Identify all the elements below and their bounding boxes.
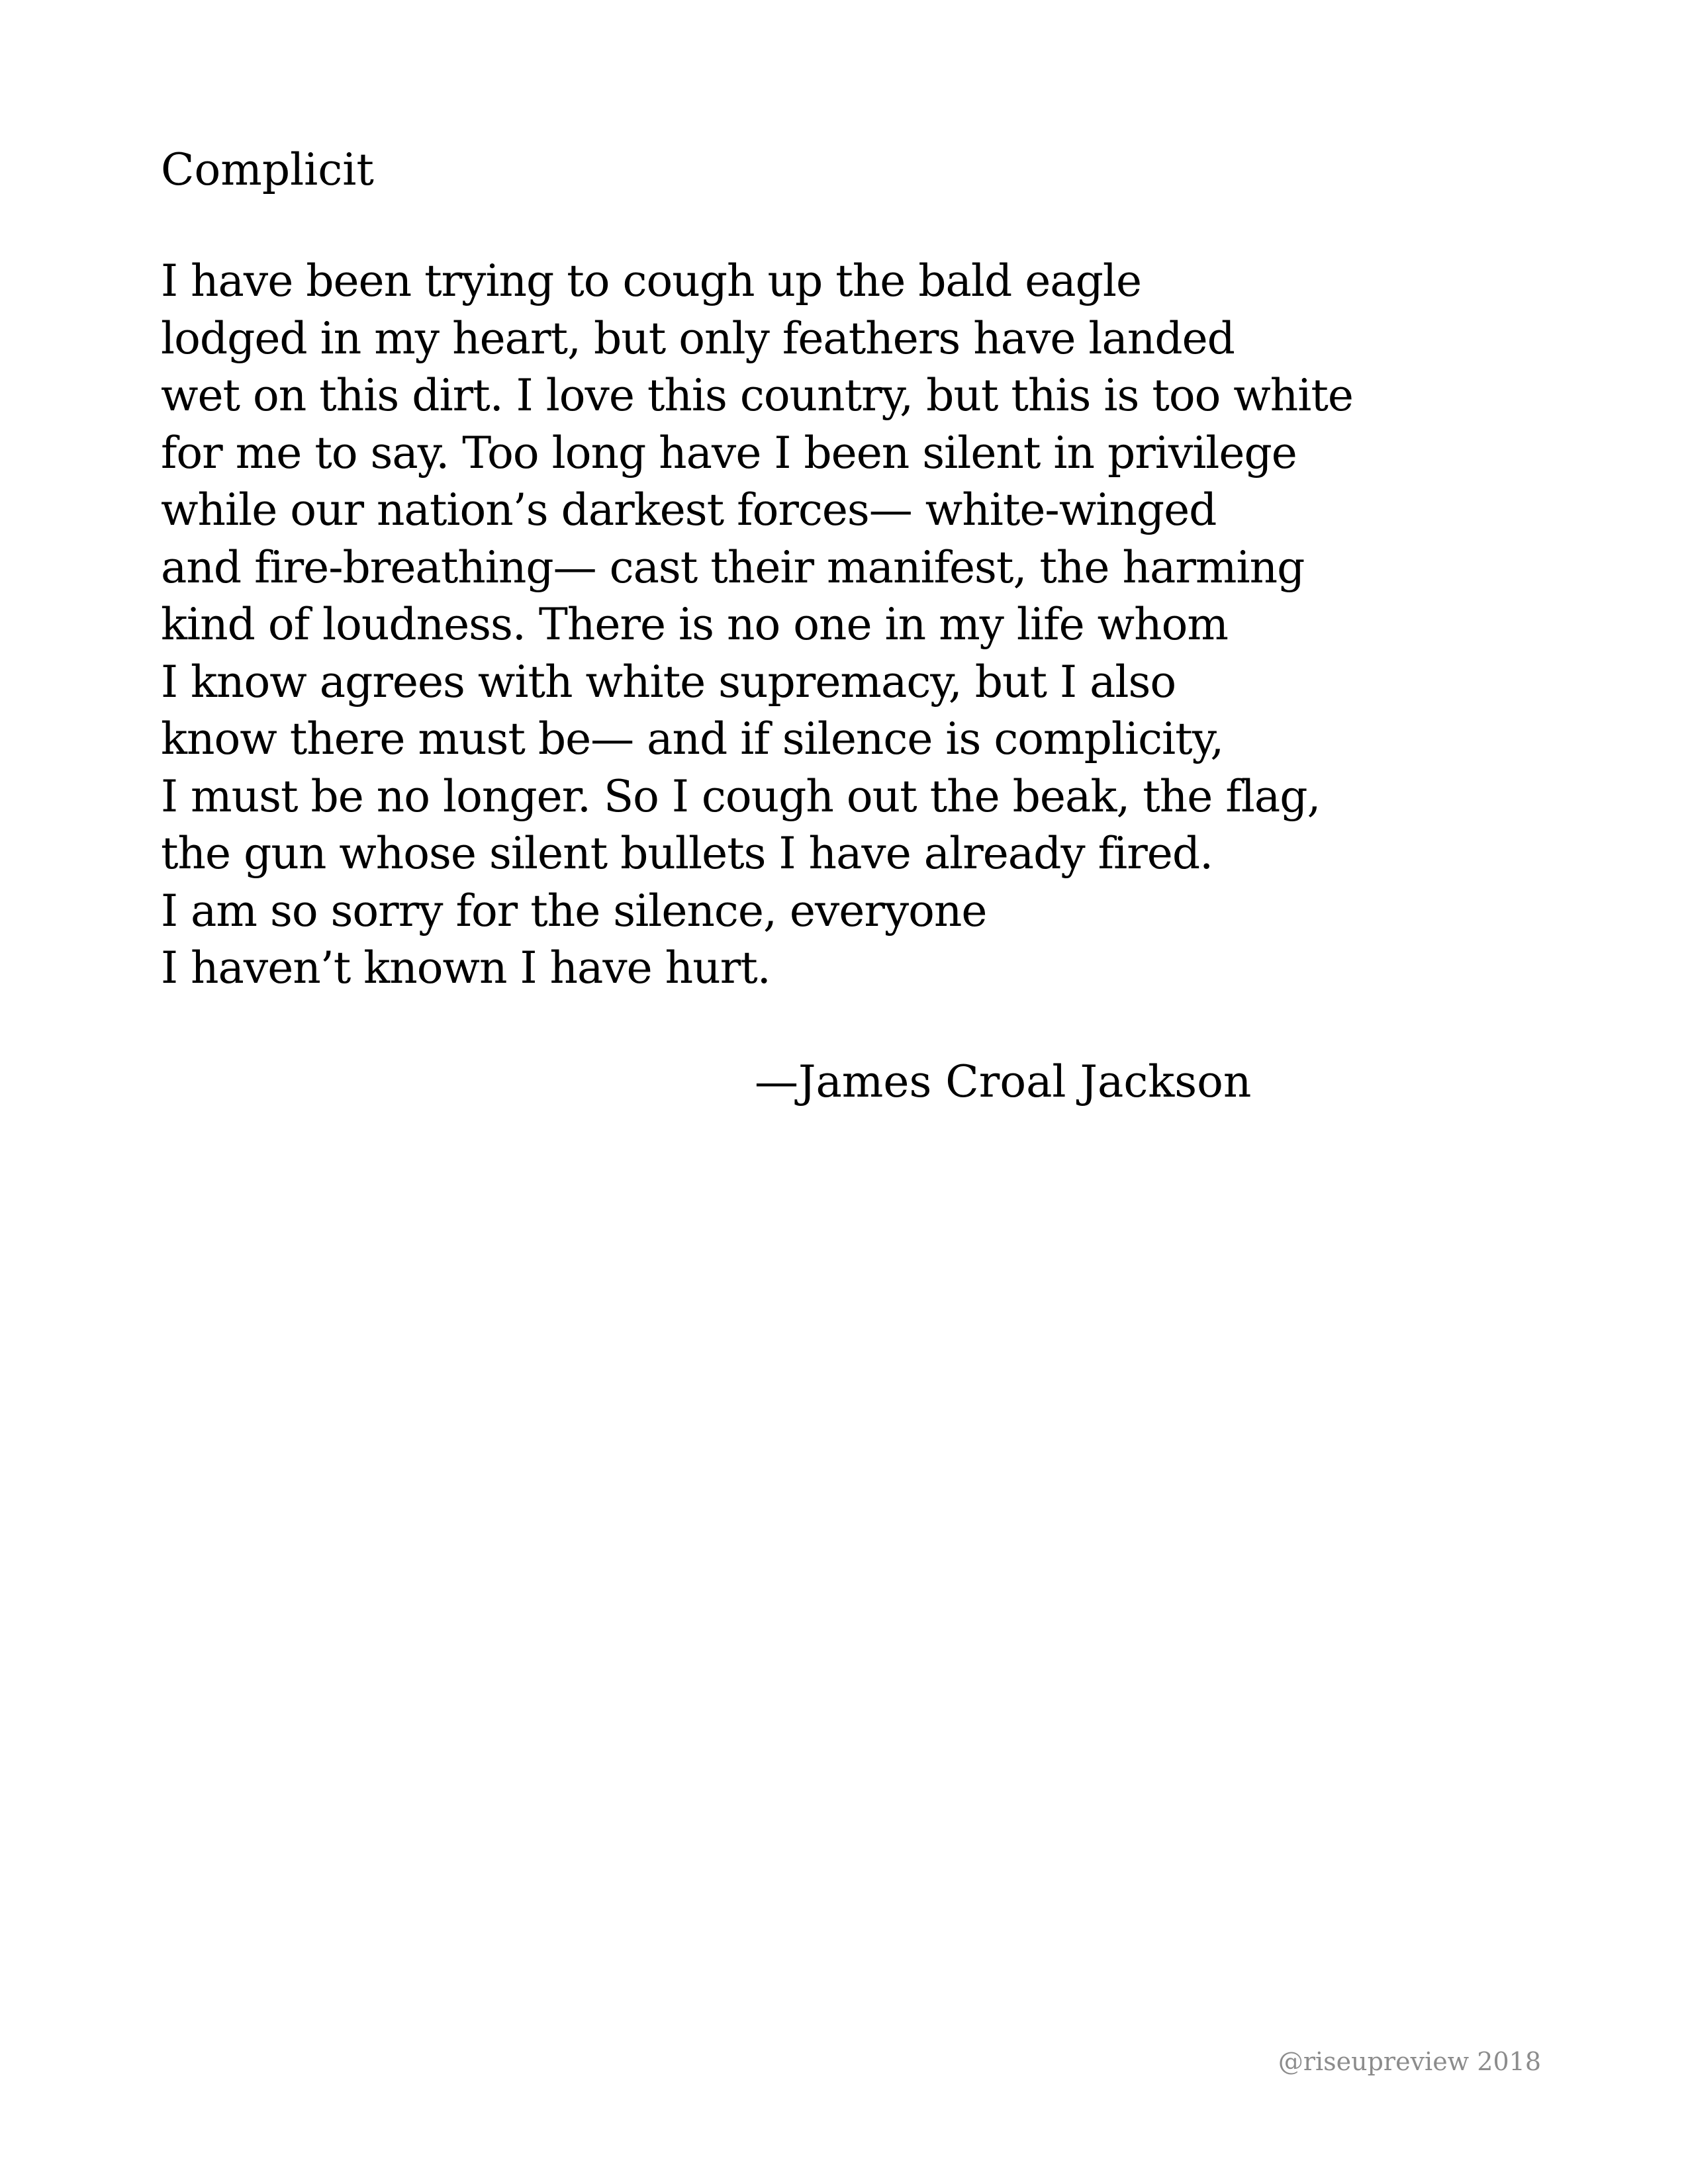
- poem-line: I have been trying to cough up the bald eagle: [161, 255, 1142, 306]
- poem-line: and fire-breathing— cast their manifest, the harming: [161, 541, 1305, 593]
- footer-credit: @riseupreview 2018: [1278, 2047, 1541, 2076]
- poem-line: kind of loudness. There is no one in my life whom: [161, 599, 1228, 650]
- poem-title: Complicit: [161, 144, 374, 195]
- poem-line: know there must be— and if silence is complicity,: [161, 713, 1224, 764]
- author-signature: —James Croal Jackson: [755, 1056, 1252, 1107]
- poem-line: I am so sorry for the silence, everyone: [161, 885, 987, 936]
- poem-line: I haven’t known I have hurt.: [161, 942, 771, 993]
- poem-line: lodged in my heart, but only feathers have landed: [161, 312, 1235, 364]
- poem-body: [161, 253, 1353, 997]
- poem-line: while our nation’s darkest forces— white-winged: [161, 484, 1217, 535]
- poem-line: I know agrees with white supremacy, but I also: [161, 656, 1176, 707]
- poem-line: wet on this dirt. I love this country, but this is too white: [161, 370, 1353, 421]
- poem-line: the gun whose silent bullets I have already fired.: [161, 828, 1213, 879]
- poem-line: I must be no longer. So I cough out the beak, the flag,: [161, 770, 1321, 822]
- poem-line: for me to say. Too long have I been silent in privilege: [161, 427, 1297, 478]
